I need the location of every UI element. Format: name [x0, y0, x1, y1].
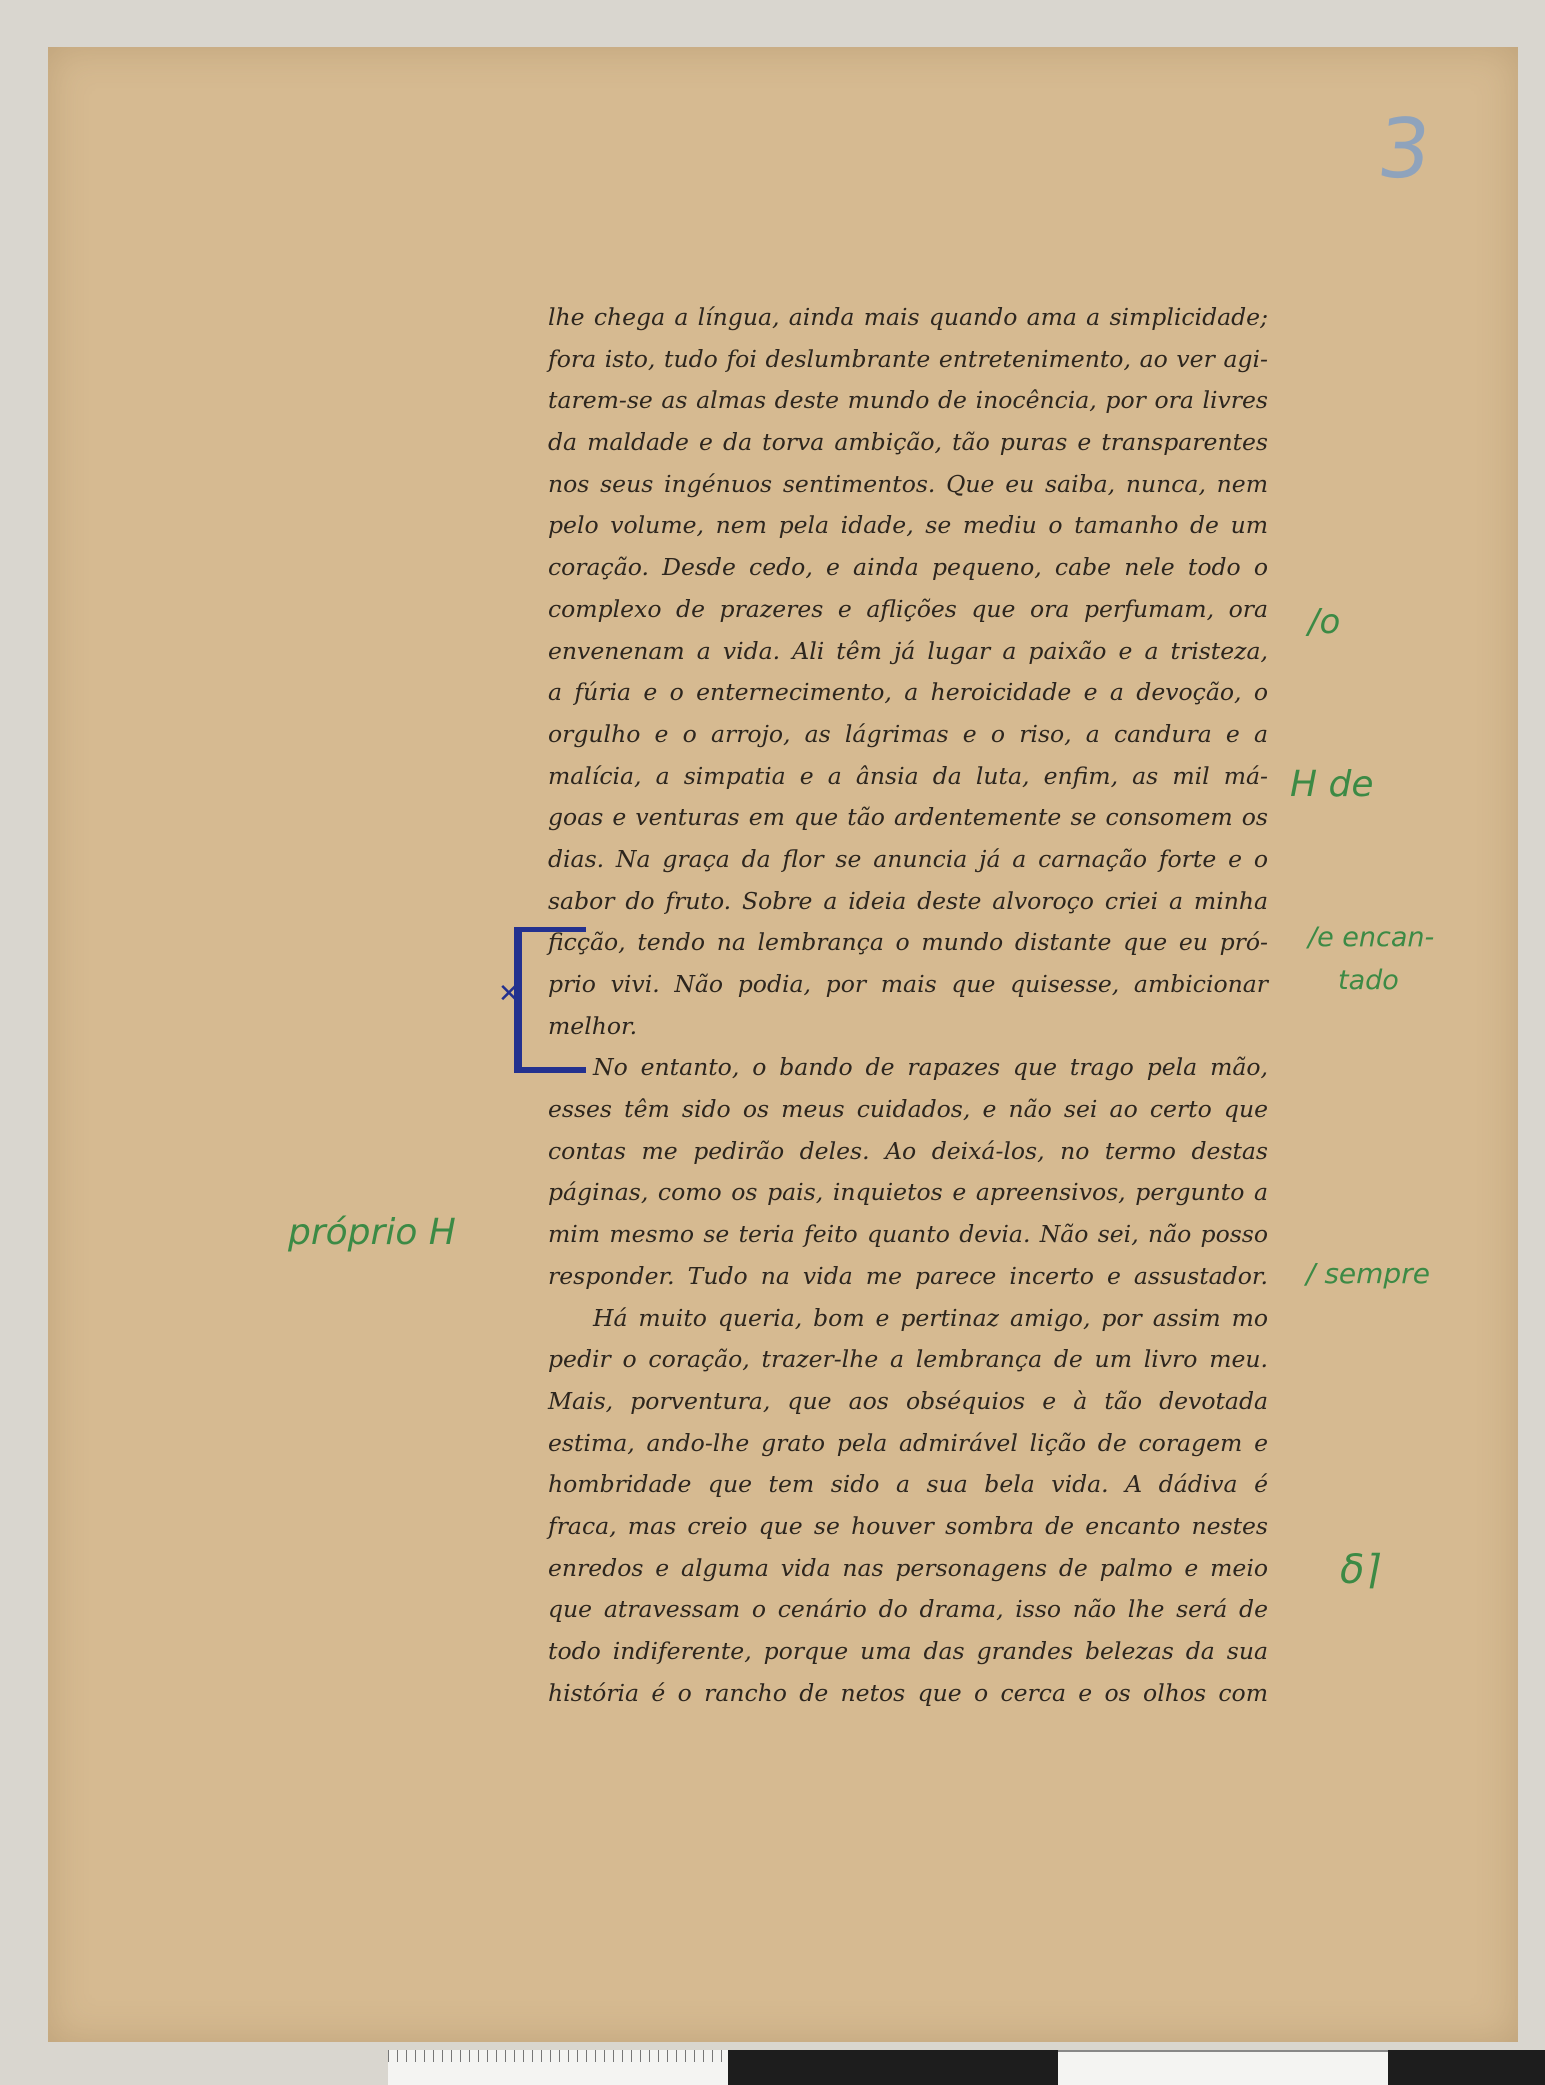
margin-note-h-de: H de	[1290, 764, 1374, 805]
text-line: mim mesmo se teria feito quanto devia. Não sei, não posso	[548, 1220, 1268, 1249]
ruler-black-bar	[1388, 2050, 1545, 2085]
margin-note-sempre: / sempre	[1306, 1257, 1430, 1290]
text-line: dias. Na graça da flor se anuncia já a carnação forte e o	[548, 844, 1268, 873]
text-line: enredos e alguma vida nas personagens de palmo e meio	[548, 1553, 1268, 1582]
ruler-ticks	[388, 2050, 728, 2062]
margin-note-e-encantado-2: tado	[1338, 965, 1399, 996]
text-line: responder. Tudo na vida me parece incerto e assustador.	[548, 1261, 1268, 1290]
text-line: prio vivi. Não podia, por mais que quisesse, ambicionar	[548, 970, 1268, 998]
text-line: hombridade que tem sido a sua bela vida. A dádiva é	[548, 1470, 1268, 1499]
ruler-black-bar	[728, 2050, 1058, 2085]
text-line: história é o rancho de netos que o cerca e os olhos com	[548, 1678, 1268, 1707]
text-line: que atravessam o cenário do drama, isso não lhe será de	[548, 1595, 1268, 1624]
text-line: ficção, tendo na lembrança o mundo distante que eu pró-	[548, 928, 1268, 957]
text-line: sabor do fruto. Sobre a ideia deste alvoroço criei a minha	[548, 886, 1268, 915]
text-line: a fúria e o enternecimento, a heroicidade e a devoção, o	[548, 678, 1268, 707]
margin-note-e-encantado-1: /e encan-	[1308, 922, 1435, 953]
document-page	[48, 47, 1518, 2042]
text-line: Mais, porventura, que aos obséquios e à tão devotada	[548, 1386, 1268, 1415]
text-line: orgulho e o arrojo, as lágrimas e o riso, a candura e a	[548, 719, 1268, 748]
blue-asterisk-mark: ✕	[498, 979, 520, 1009]
text-line: fraca, mas creio que se houver sombra de encanto nestes	[548, 1511, 1268, 1540]
text-line: Há muito queria, bom e pertinaz amigo, por assim mo	[593, 1303, 1268, 1332]
margin-note-symbol: δ⌉	[1340, 1547, 1381, 1593]
text-line: No entanto, o bando de rapazes que trago pela mão,	[593, 1053, 1268, 1082]
margin-note-proprio-h: próprio H	[288, 1212, 456, 1253]
ruler-white-bar	[1058, 2050, 1388, 2085]
text-line: contas me pedirão deles. Ao deixá-los, no termo destas	[548, 1136, 1268, 1165]
text-line: complexo de prazeres e aflições que ora perfumam, ora	[548, 594, 1268, 623]
text-line: tarem-se as almas deste mundo de inocência, por ora livres	[548, 386, 1268, 415]
text-line: estima, ando-lhe grato pela admirável lição de coragem e	[548, 1428, 1268, 1457]
text-line: todo indiferente, porque uma das grandes belezas da sua	[548, 1637, 1268, 1665]
text-line: fora isto, tudo foi deslumbrante entretenimento, ao ver agi-	[548, 344, 1268, 373]
scale-ruler	[388, 2050, 1545, 2085]
text-line: malícia, a simpatia e a ânsia da luta, enfim, as mil má-	[548, 761, 1268, 790]
text-line: envenenam a vida. Ali têm já lugar a paixão e a tristeza,	[548, 636, 1268, 665]
text-line: nos seus ingénuos sentimentos. Que eu saiba, nunca, nem	[548, 469, 1268, 498]
text-line: melhor.	[548, 1011, 638, 1040]
text-line: lhe chega a língua, ainda mais quando ama a simplicidade;	[548, 303, 1268, 331]
body-text	[548, 297, 1268, 1714]
margin-note-insert-o: /o	[1308, 602, 1341, 642]
text-line: da maldade e da torva ambição, tão puras e transparentes	[548, 428, 1268, 457]
text-line: coração. Desde cedo, e ainda pequeno, cabe nele todo o	[548, 553, 1268, 582]
blue-bracket-mark	[514, 927, 586, 1073]
text-line: esses têm sido os meus cuidados, e não sei ao certo que	[548, 1095, 1268, 1124]
text-line: goas e venturas em que tão ardentemente se consomem os	[548, 803, 1268, 832]
text-line: páginas, como os pais, inquietos e apreensivos, pergunto a	[548, 1178, 1268, 1207]
text-line: pelo volume, nem pela idade, se mediu o tamanho de um	[548, 511, 1268, 540]
page-number: 3	[1373, 102, 1436, 197]
text-line: pedir o coração, trazer-lhe a lembrança de um livro meu.	[548, 1345, 1268, 1374]
